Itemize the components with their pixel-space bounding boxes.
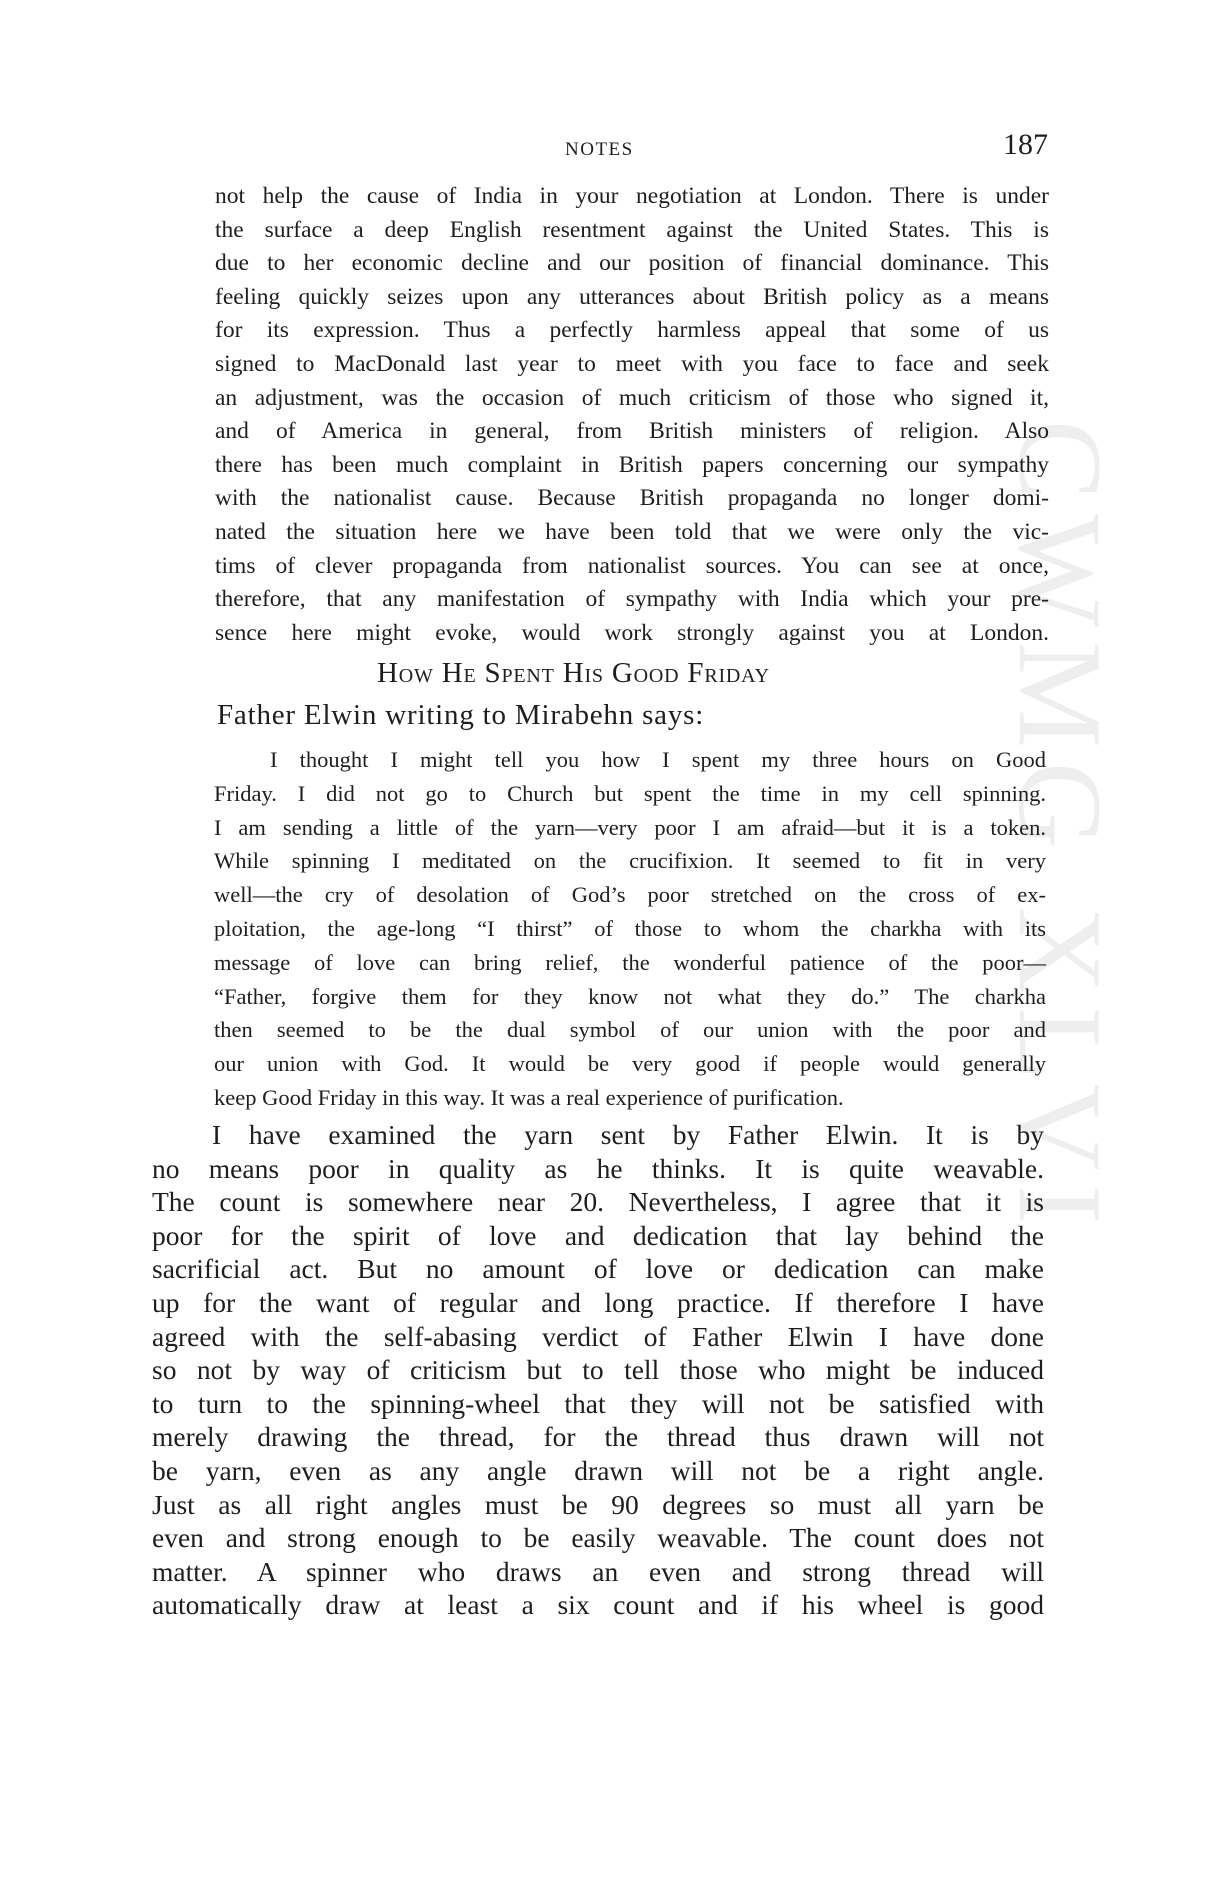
text-line: with the nationalist cause. Because British propaganda no longer domi- [215,485,1049,512]
body-line: to turn to the spinning-wheel that they will not be satisfied with [152,1387,1044,1419]
running-head: NOTES [565,139,634,160]
body-line: no means poor in quality as he thinks. It is quite weavable. [152,1152,1044,1184]
quote-line: then seemed to be the dual symbol of our union with the poor and [214,1017,1046,1043]
body-line: poor for the spirit of love and dedication that lay behind the [152,1219,1044,1251]
text-line: for its expression. Thus a perfectly harmless appeal that some of us [215,317,1049,344]
quote-line: our union with God. It would be very good if people would generally [214,1051,1046,1077]
body-line: be yarn, even as any angle drawn will not be a right angle. [152,1454,1044,1486]
body-line: Just as all right angles must be 90 degrees so must all yarn be [152,1488,1044,1520]
body-line: The count is somewhere near 20. Nevertheless, I agree that it is [152,1186,1044,1218]
commentary-paragraph [152,1118,1044,1622]
quote-line: message of love can bring relief, the wonderful patience of the poor— [214,949,1046,975]
quote-line: “Father, forgive them for they know not what they do.” The charkha [214,983,1046,1009]
intro-letter-text [215,180,1049,650]
quote-line: I thought I might tell you how I spent my three hours on Good [270,747,1046,772]
text-line: therefore, that any manifestation of sympathy with India which your pre- [215,586,1049,613]
attribution-line: Father Elwin writing to Mirabehn says: [217,699,705,731]
text-line: signed to MacDonald last year to meet with you face to face and seek [215,350,1049,377]
text-line: due to her economic decline and our position of financial dominance. This [215,250,1049,277]
body-line: sacrificial act. But no amount of love or dedication can make [152,1253,1044,1285]
section-heading: How He Spent His Good Friday [377,657,770,689]
quoted-letter [214,743,1046,1115]
text-line: and of America in general, from British ministers of religion. Also [215,418,1049,445]
body-line: matter. A spinner who draws an even and strong thread will [152,1555,1044,1587]
quote-line: Friday. I did not go to Church but spent the time in my cell spinning. [214,780,1046,806]
body-line: I have examined the yarn sent by Father Elwin. It is by [212,1119,1044,1150]
body-line: agreed with the self-abasing verdict of Father Elwin I have done [152,1320,1044,1352]
text-line: an adjustment, was the occasion of much criticism of those who signed it, [215,384,1049,411]
quote-line: While spinning I meditated on the crucifixion. It seemed to fit in very [214,848,1046,874]
text-line: the surface a deep English resentment against the United States. This is [215,216,1049,243]
text-line: feeling quickly seizes upon any utterances about British policy as a means [215,283,1049,310]
quote-line: keep Good Friday in this way. It was a real experience of purification. [214,1084,844,1110]
body-line: merely drawing the thread, for the thread thus drawn will not [152,1421,1044,1453]
watermark: CWMG XLVI [994,420,1127,1239]
page-number: 187 [1003,128,1048,161]
text-line: nated the situation here we have been told that we were only the vic- [215,518,1049,545]
text-line: sence here might evoke, would work strongly against you at London. [215,619,1049,646]
body-line: automatically draw at least a six count and if his wheel is good [152,1589,1044,1621]
body-line: so not by way of criticism but to tell those who might be induced [152,1354,1044,1386]
body-line: up for the want of regular and long practice. If therefore I have [152,1286,1044,1318]
body-line: even and strong enough to be easily weavable. The count does not [152,1522,1044,1554]
text-line: tims of clever propaganda from nationalist sources. You can see at once, [215,552,1049,579]
quote-line: I am sending a little of the yarn—very poor I am afraid—but it is a token. [214,814,1046,840]
text-line: not help the cause of India in your negotiation at London. There is under [215,183,1049,209]
quote-line: well—the cry of desolation of God’s poor stretched on the cross of ex- [214,882,1046,908]
quote-line: ploitation, the age-long “I thirst” of those to whom the charkha with its [214,915,1046,941]
text-line: there has been much complaint in British papers concerning our sympathy [215,451,1049,478]
